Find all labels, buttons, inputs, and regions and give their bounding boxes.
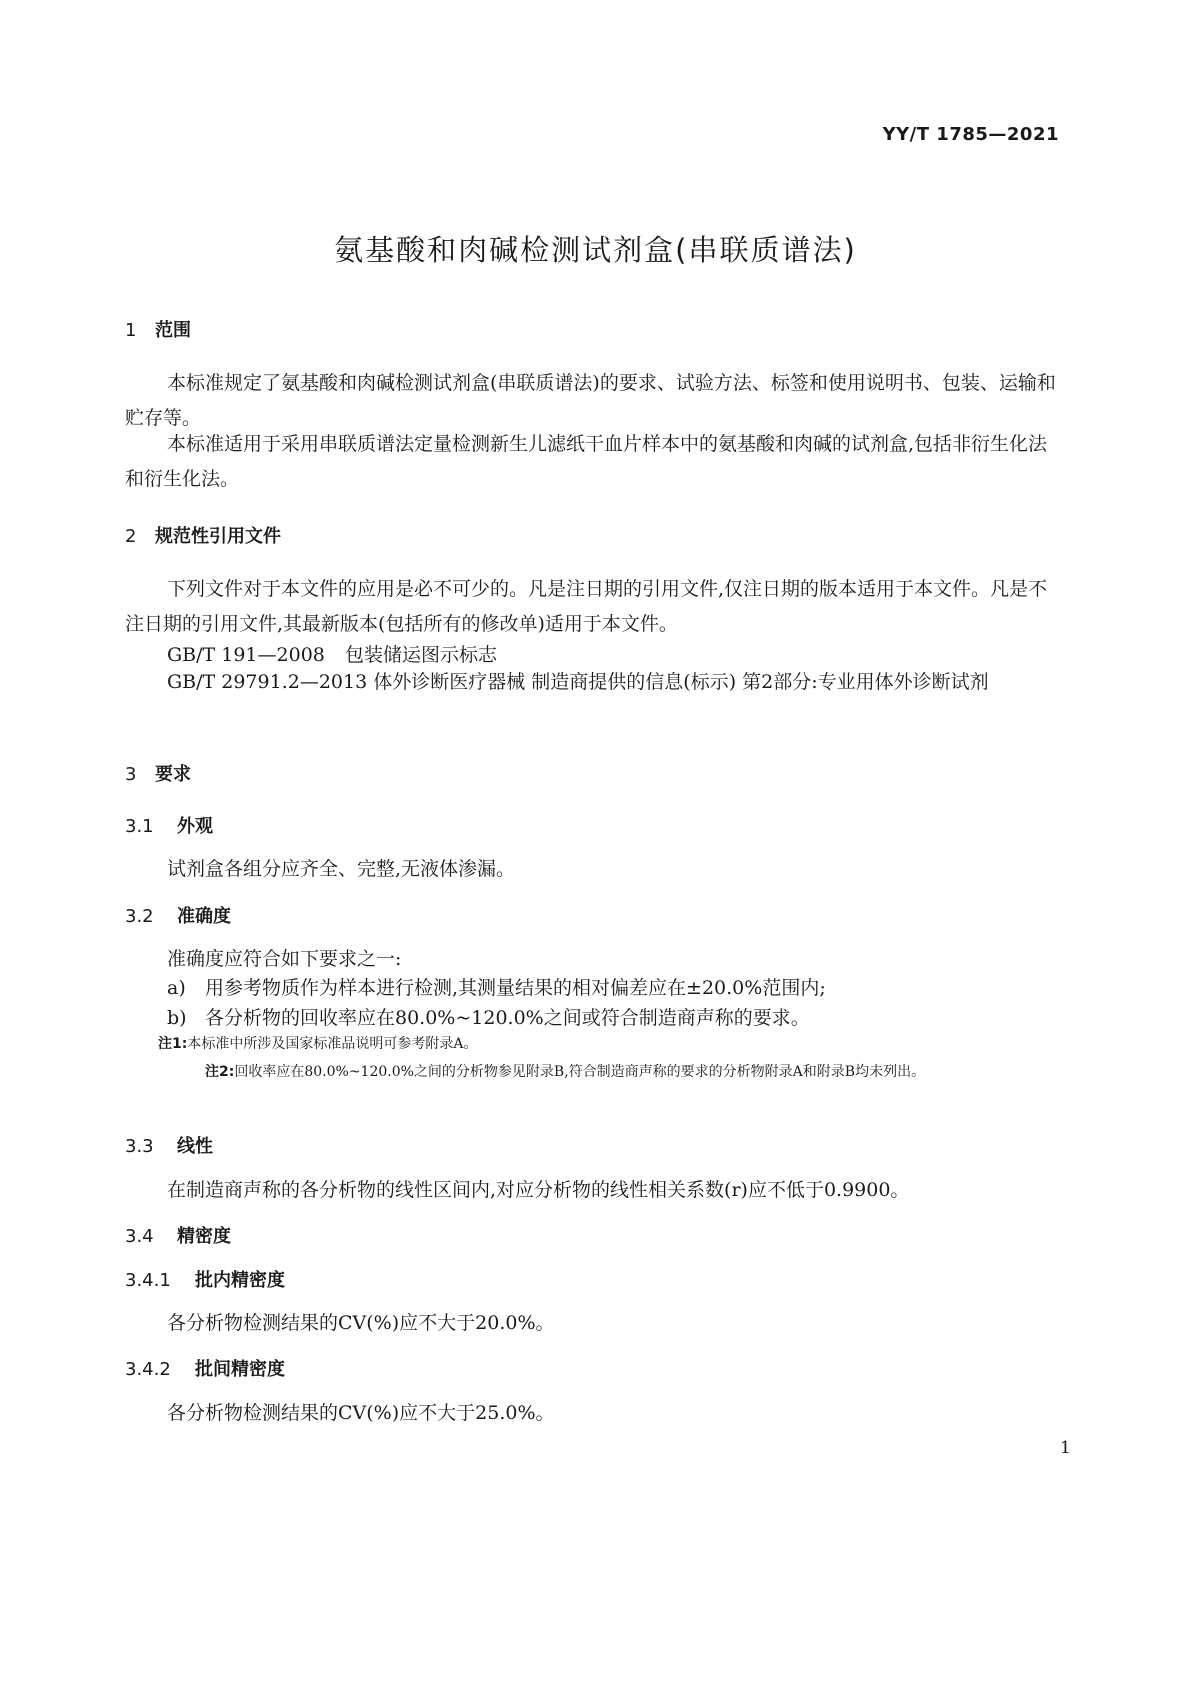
section-number: 3.4.1 xyxy=(125,1270,171,1291)
reference-2 xyxy=(125,665,1065,700)
list-item-b: b) 各分析物的回收率应在80.0%~120.0%之间或符合制造商声称的要求。 xyxy=(167,1007,810,1029)
section-title: 批内精密度 xyxy=(195,1270,285,1291)
section-2-heading xyxy=(125,522,281,548)
reference-code: GB/T 29791.2—2013 xyxy=(167,671,368,693)
section-3-4-heading xyxy=(125,1222,231,1248)
reference-1 xyxy=(167,640,497,667)
section-number: 2 xyxy=(125,526,137,547)
note-2: 注2:回收率应在80.0%~120.0%之间的分析物参见附录B,符合制造商声称的要求的分析物附录A和附录B均未列出。 xyxy=(205,1064,926,1080)
list-item-a: a) 用参考物质作为样本进行检测,其测量结果的相对偏差应在±20.0%范围内; xyxy=(167,977,826,999)
reference-title: 体外诊断医疗器械 制造商提供的信息(标示) 第2部分:专业用体外诊断试剂 xyxy=(373,671,989,693)
section-3-heading xyxy=(125,760,191,786)
section-title: 范围 xyxy=(155,320,191,341)
section-number: 3.4 xyxy=(125,1226,154,1247)
document-title: 氨基酸和肉碱检测试剂盒(串联质谱法) xyxy=(334,233,857,267)
section-3-3-text: 在制造商声称的各分析物的线性区间内,对应分析物的线性相关系数(r)应不低于0.9900。 xyxy=(167,1179,910,1201)
section-3-4-2-text: 各分析物检测结果的CV(%)应不大于25.0%。 xyxy=(167,1402,555,1424)
section-3-3-heading xyxy=(125,1132,213,1158)
section-3-4-2-heading xyxy=(125,1355,285,1381)
section-title: 要求 xyxy=(155,764,191,785)
note-label: 注2: xyxy=(205,1064,235,1080)
section-3-4-1-heading xyxy=(125,1266,285,1292)
section-number: 3.1 xyxy=(125,816,154,837)
section-title: 外观 xyxy=(177,816,213,837)
section-title: 精密度 xyxy=(177,1226,231,1247)
section-1-paragraph-1: 本标准规定了氨基酸和肉碱检测试剂盒(串联质谱法)的要求、试验方法、标签和使用说明书、包装、运输和贮存等。 xyxy=(125,372,1056,429)
reference-title: 包装储运图示标志 xyxy=(345,644,498,666)
section-2-paragraph: 下列文件对于本文件的应用是必不可少的。凡是注日期的引用文件,仅注日期的版本适用于本文件。凡是不注日期的引用文件,其最新版本(包括所有的修改单)适用于本文件。 xyxy=(125,578,1048,635)
section-title: 准确度 xyxy=(177,906,231,927)
section-3-4-1-text: 各分析物检测结果的CV(%)应不大于20.0%。 xyxy=(167,1312,555,1334)
section-3-1-text: 试剂盒各组分应齐全、完整,无液体渗漏。 xyxy=(167,858,516,880)
section-number: 3 xyxy=(125,764,137,785)
section-3-2-intro: 准确度应符合如下要求之一: xyxy=(167,948,402,970)
section-3-1-heading xyxy=(125,812,213,838)
list-marker: b) xyxy=(167,1007,187,1029)
list-marker: a) xyxy=(167,977,186,999)
standard-code: YY/T 1785—2021 xyxy=(882,124,1059,145)
reference-code: GB/T 191—2008 xyxy=(167,644,325,666)
section-title: 规范性引用文件 xyxy=(155,526,281,547)
note-1: 注1:本标准中所涉及国家标准品说明可参考附录A。 xyxy=(158,1036,478,1052)
page-number: 1 xyxy=(1060,1438,1071,1458)
section-number: 1 xyxy=(125,320,137,341)
section-3-2-heading xyxy=(125,902,231,928)
section-number: 3.2 xyxy=(125,906,154,927)
section-title: 批间精密度 xyxy=(195,1359,285,1380)
section-number: 3.3 xyxy=(125,1136,154,1157)
note-label: 注1: xyxy=(158,1036,188,1052)
section-number: 3.4.2 xyxy=(125,1359,171,1380)
section-1-paragraph-2: 本标准适用于采用串联质谱法定量检测新生儿滤纸干血片样本中的氨基酸和肉碱的试剂盒,包括非衍生化法和衍生化法。 xyxy=(125,433,1048,490)
section-title: 线性 xyxy=(177,1136,213,1157)
section-1-heading xyxy=(125,316,191,342)
